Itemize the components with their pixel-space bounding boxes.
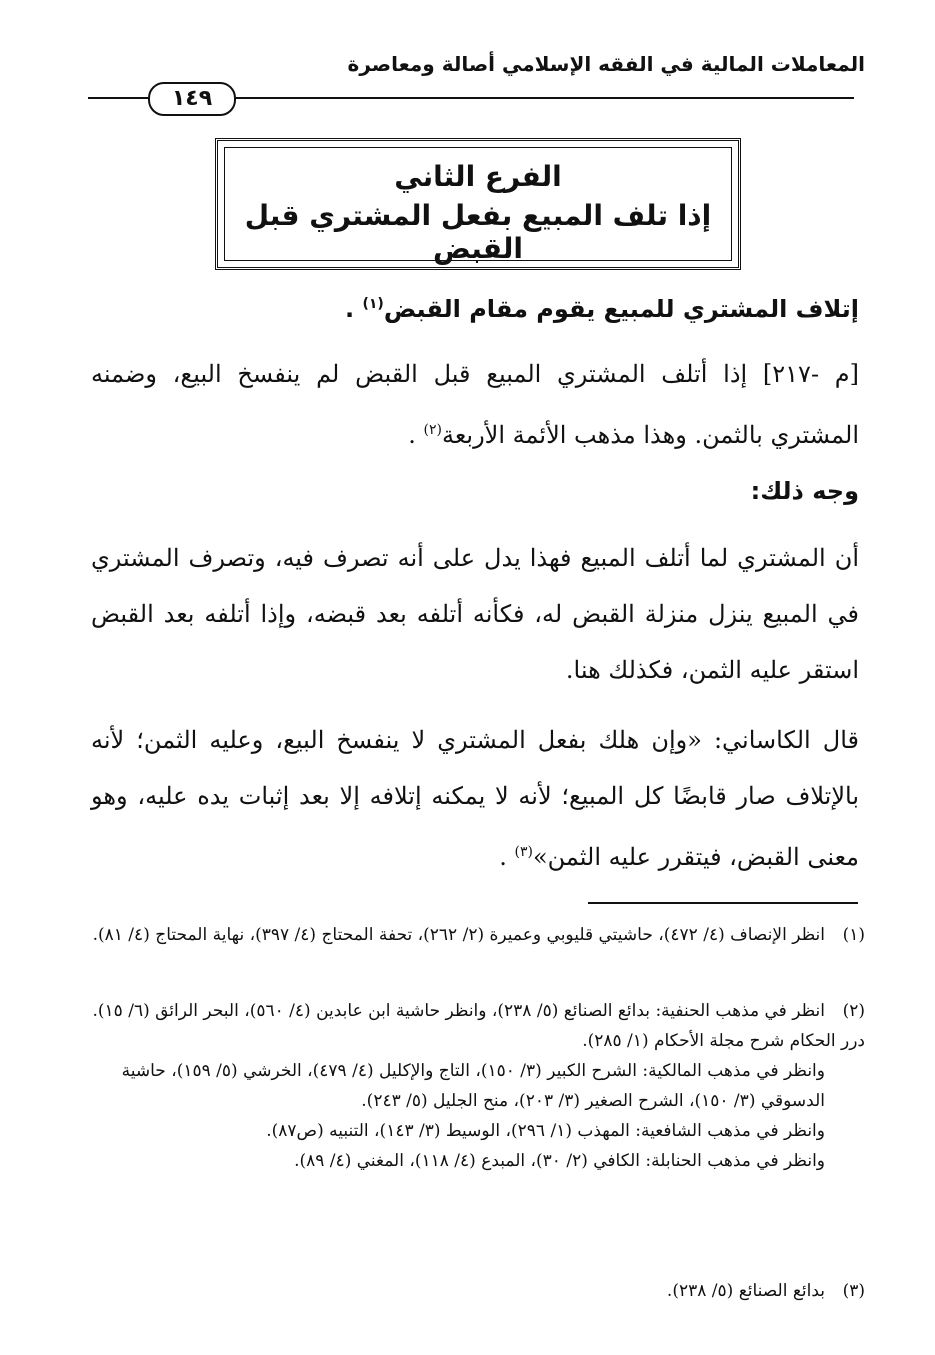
running-header-title: المعاملات المالية في الفقه الإسلامي أصالة ومعاصرة (347, 52, 865, 76)
footnote-ref-2[interactable]: (٢) (423, 422, 442, 438)
footnote-3-text: بدائع الصنائع (٥/ ٢٣٨). (666, 1281, 825, 1301)
article-text: [م -٢١٧] إذا أتلف المشتري المبيع قبل القبض لم ينفسخ البيع، وضمنه المشتري بالثمن. وهذا مذهب الأئمة الأربعة (91, 360, 859, 449)
footnote-2-shafii: وانظر في مذهب الشافعية: المهذب (١/ ٢٩٦)، الوسيط (٣/ ١٤٣)، التنبيه (ص٨٧). (266, 1121, 825, 1141)
section-title-inner-frame (224, 147, 732, 265)
branch-title: الفرع الثاني (394, 160, 562, 193)
footnote-divider (588, 902, 858, 904)
footnote-ref-1[interactable]: (١) (362, 296, 384, 312)
reason-paragraph: أن المشتري لما أتلف المبيع فهذا يدل على أنه تصرف فيه، وتصرف المشتري في المبيع ينزل منزلة القبض له، فكأنه أتلفه بعد قبضه، وإذا أتلفه بعد القبض استقر عليه الثمن، فكذلك هنا. (91, 544, 859, 684)
quote-text: قال الكاساني: «وإن هلك بفعل المشتري لا ينفسخ البيع، وعليه الثمن؛ لأنه بالإتلاف صار قابضًا كل المبيع؛ لأنه لا يمكنه إتلافه إلا بعد إثبات يده عليه، وهو معنى القبض، فيتقرر عليه الثمن» (91, 726, 860, 871)
reason-heading: وجه ذلك: (750, 477, 859, 505)
footnote-2-number: (٢) (842, 1001, 865, 1021)
rule-text: إتلاف المشتري للمبيع يقوم مقام القبض (383, 295, 859, 323)
footnote-1 (85, 920, 865, 950)
article-paragraph: [م -٢١٧] إذا أتلف المشتري المبيع قبل القبض لم ينفسخ البيع، وضمنه المشتري بالثمن. وهذا مذهب الأئمة الأربعة$^{(٢)}$ . (91, 360, 859, 449)
page-number-badge: ١٤٩ (148, 82, 236, 116)
footnote-1-number: (١) (842, 925, 865, 945)
footnote-ref-3[interactable]: (٣) (514, 844, 533, 860)
footnote-2-maliki: وانظر في مذهب المالكية: الشرح الكبير (٣/ ١٥٠)، التاج والإكليل (٤/ ٤٧٩)، الخرشي (٥/ ١٥٩)، حاشية الدسوقي (٣/ ١٥٠)، الشرح الصغير (٣/ ٢٠٣)، منح الجليل (٥/ ٢٤٣). (121, 1061, 825, 1111)
footnote-3-number: (٣) (842, 1281, 865, 1301)
footnote-2-hanafi: انظر في مذهب الحنفية: بدائع الصنائع (٥/ ٢٣٨)، وانظر حاشية ابن عابدين (٤/ ٥٦٠)، البحر الرائق (٦/ ١٥). درر الحكام شرح مجلة الأحكام (١/ ٢٨٥). (92, 1001, 865, 1051)
quote-paragraph: قال الكاساني: «وإن هلك بفعل المشتري لا ينفسخ البيع، وعليه الثمن؛ لأنه بالإتلاف صار قابضًا كل المبيع؛ لأنه لا يمكنه إتلافه إلا بعد إثبات يده عليه، وهو معنى القبض، فيتقرر عليه الثمن»$^{(٣)}$ . (91, 726, 860, 871)
footnote-2 (85, 996, 865, 1176)
footnote-3 (85, 1276, 865, 1306)
section-subtitle: إذا تلف المبيع بفعل المشتري قبل القبض (244, 199, 712, 265)
section-title-frame (215, 138, 741, 270)
rule-paragraph: إتلاف المشتري للمبيع يقوم مقام القبض$^{(١)}$ . (344, 295, 859, 323)
footnote-2-hanbali: وانظر في مذهب الحنابلة: الكافي (٢/ ٣٠)، المبدع (٤/ ١١٨)، المغني (٤/ ٨٩). (294, 1151, 825, 1171)
footnote-1-text: انظر الإنصاف (٤/ ٤٧٢)، حاشيتي قليوبي وعميرة (٢/ ٢٦٢)، تحفة المحتاج (٤/ ٣٩٧)، نهاية المحتاج (٤/ ٨١). (92, 925, 825, 945)
